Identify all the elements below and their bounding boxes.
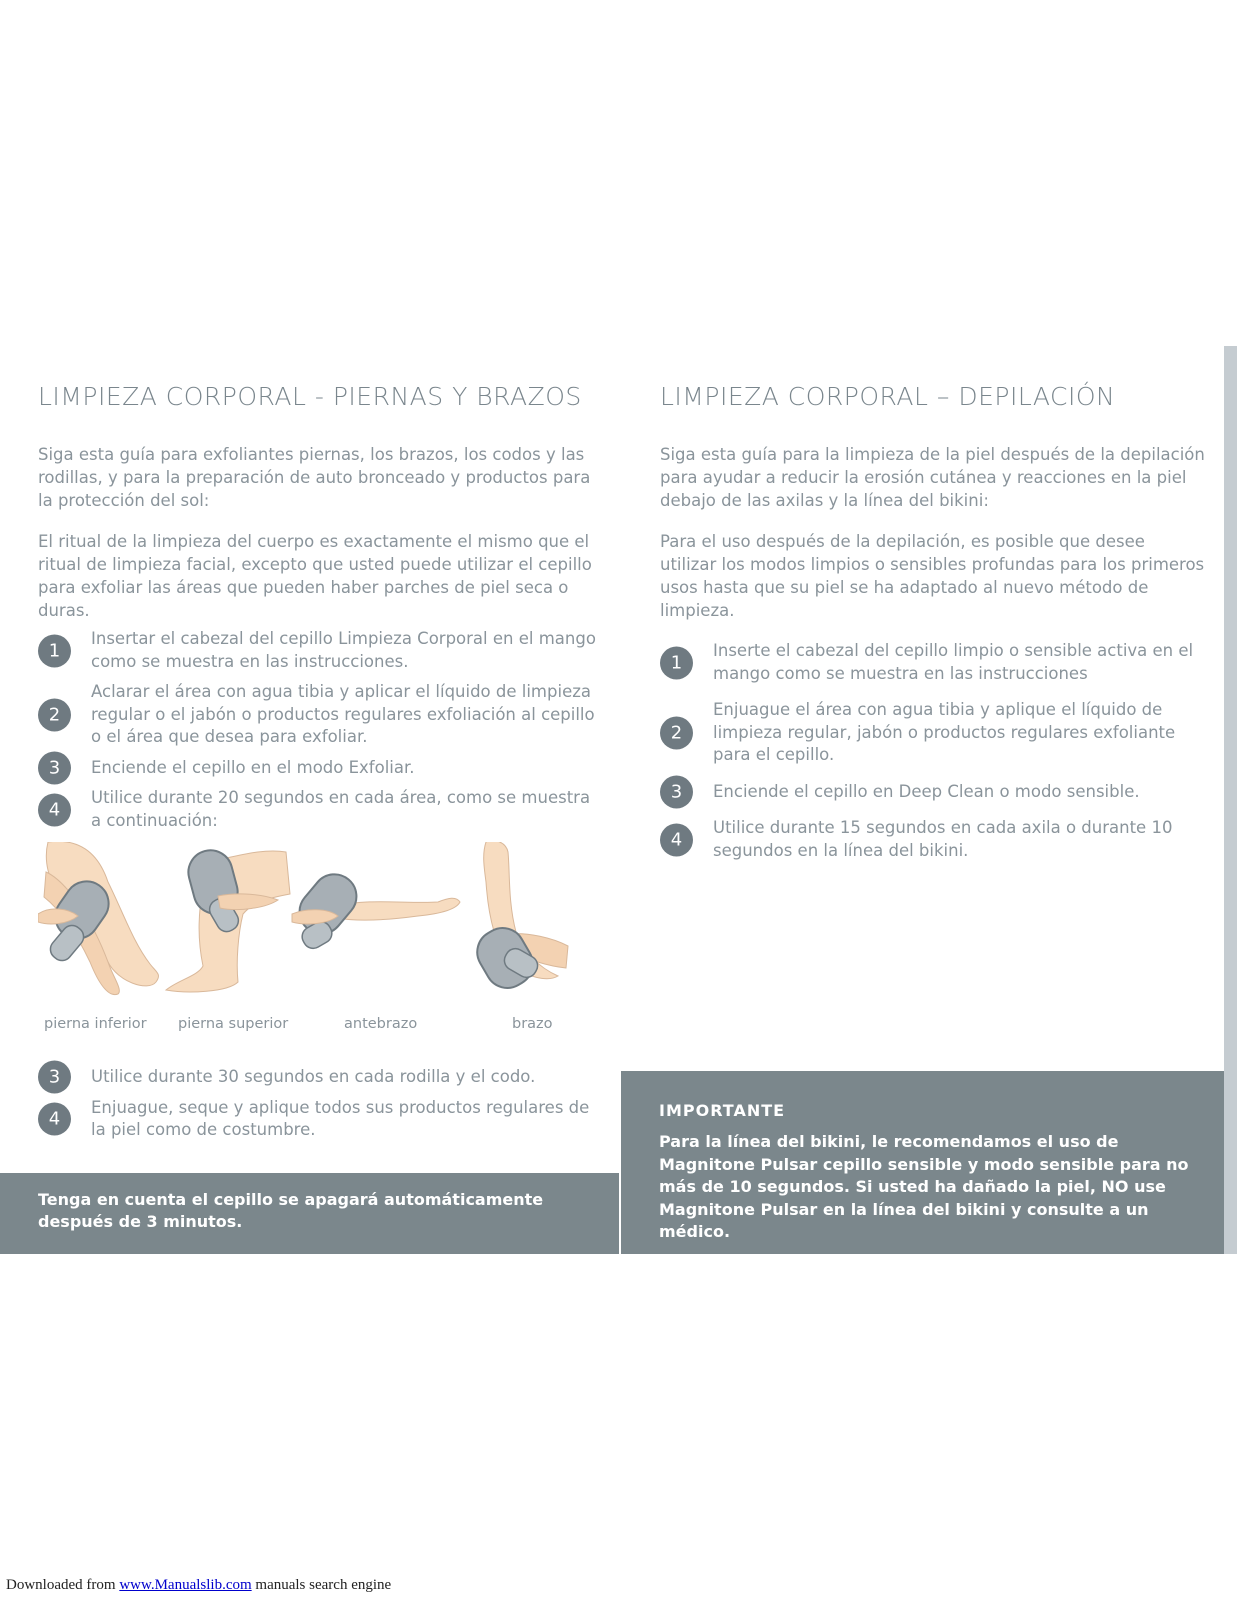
right-para2: Para el uso después de la depilación, es posible que desee utilizar los modos limpios o sensibles profundas para los primeros usos hasta que su piel se ha adaptado al nuevo método de limpieza.: [660, 532, 1205, 620]
step-number-badge: 1: [38, 634, 71, 667]
left-title: LIMPIEZA CORPORAL - PIERNAS Y BRAZOS: [38, 382, 582, 411]
step-text: Aclarar el área con agua tibia y aplicar el líquido de limpieza regular o el jabón o productos regulares exfoliación al cepillo o el área que desea para exfoliar.: [91, 682, 595, 746]
auto-off-note: [0, 1173, 619, 1254]
step-number-badge: 4: [38, 793, 71, 826]
right-step-2: [660, 699, 1205, 767]
caption-upper-leg: pierna superior: [178, 1016, 289, 1032]
left-ritual: El ritual de la limpieza del cuerpo es exactamente el mismo que el ritual de limpieza facial, excepto que usted puede utilizar el cepillo para exfoliar las áreas que pueden haber parches de piel seca o duras.: [38, 532, 592, 620]
step-number-badge: 2: [38, 698, 71, 731]
left-step-3: [38, 757, 598, 780]
step-text: Enciende el cepillo en el modo Exfoliar.: [91, 757, 415, 777]
important-box: [621, 1071, 1224, 1254]
step-number-badge: 3: [38, 751, 71, 784]
caption-forearm: antebrazo: [344, 1016, 418, 1032]
download-footer: [6, 1577, 391, 1594]
upper-leg-illustration: [166, 845, 290, 992]
important-text: Para la línea del bikini, le recomendamos el uso de Magnitone Pulsar cepillo sensible y modo sensible para no más de 10 segundos. Si usted ha dañado la piel, NO use Magnitone Pulsar en la línea del bikini y consulte a un médico.: [659, 1132, 1189, 1241]
left-step-4: [38, 787, 598, 832]
right-step-1: [660, 640, 1205, 685]
left-lower-steps: [38, 1066, 608, 1150]
step-text: Utilice durante 15 segundos en cada axila o durante 10 segundos en la línea del bikini.: [713, 818, 1173, 860]
left-column: [38, 382, 598, 840]
left-lower-step-3: [38, 1066, 608, 1089]
step-text: Insertar el cabezal del cepillo Limpieza Corporal en el mango como se muestra en las instrucciones.: [91, 629, 596, 671]
footer-suffix: manuals search engine: [251, 1577, 392, 1593]
step-text: Utilice durante 20 segundos en cada área, como se muestra a continuación:: [91, 788, 591, 830]
left-lower-step-4: [38, 1097, 608, 1142]
left-intro: Siga esta guía para exfoliantes piernas, los brazos, los codos y las rodillas, y para la preparación de auto bronceado y productos para la protección del sol:: [38, 445, 591, 510]
caption-arm: brazo: [512, 1016, 553, 1032]
side-accent-bar: [1224, 346, 1237, 1254]
left-step-1: [38, 628, 598, 673]
forearm-illustration: [291, 865, 460, 952]
lower-leg-illustration: [38, 842, 158, 995]
right-column: [660, 382, 1205, 876]
step-number-badge: 4: [660, 823, 693, 856]
auto-off-note-text: Tenga en cuenta el cepillo se apagará automáticamente después de 3 minutos.: [38, 1190, 544, 1231]
footer-prefix: Downloaded from: [6, 1577, 120, 1593]
important-header: IMPORTANTE: [659, 1101, 786, 1120]
manualslib-link[interactable]: www.Manualslib.com: [119, 1577, 252, 1593]
step-number-badge: 4: [38, 1103, 71, 1136]
step-text: Enjuague el área con agua tibia y aplique el líquido de limpieza regular, jabón o productos regulares exfoliante para el cepillo.: [713, 700, 1176, 764]
step-text: Enjuague, seque y aplique todos sus productos regulares de la piel como de costumbre.: [91, 1097, 590, 1139]
step-text: Inserte el cabezal del cepillo limpio o sensible activa en el mango como se muestra en las instrucciones: [713, 641, 1194, 683]
step-text: Utilice durante 30 segundos en cada rodilla y el codo.: [91, 1067, 536, 1086]
right-intro: Siga esta guía para la limpieza de la piel después de la depilación para ayudar a reducir la erosión cutánea y reacciones en la piel debajo de las axilas y la línea del bikini:: [660, 445, 1205, 510]
body-area-illustrations: [38, 842, 598, 1004]
left-step-2: [38, 681, 598, 749]
right-step-3: [660, 781, 1205, 804]
step-text: Enciende el cepillo en Deep Clean o modo sensible.: [713, 781, 1140, 801]
caption-lower-leg: pierna inferior: [44, 1016, 147, 1032]
step-number-badge: 2: [660, 716, 693, 749]
step-number-badge: 3: [38, 1061, 71, 1094]
step-number-badge: 3: [660, 775, 693, 808]
right-title: LIMPIEZA CORPORAL – DEPILACIÓN: [660, 382, 1116, 411]
right-step-4: [660, 817, 1205, 862]
upper-arm-illustration: [469, 842, 568, 996]
step-number-badge: 1: [660, 646, 693, 679]
